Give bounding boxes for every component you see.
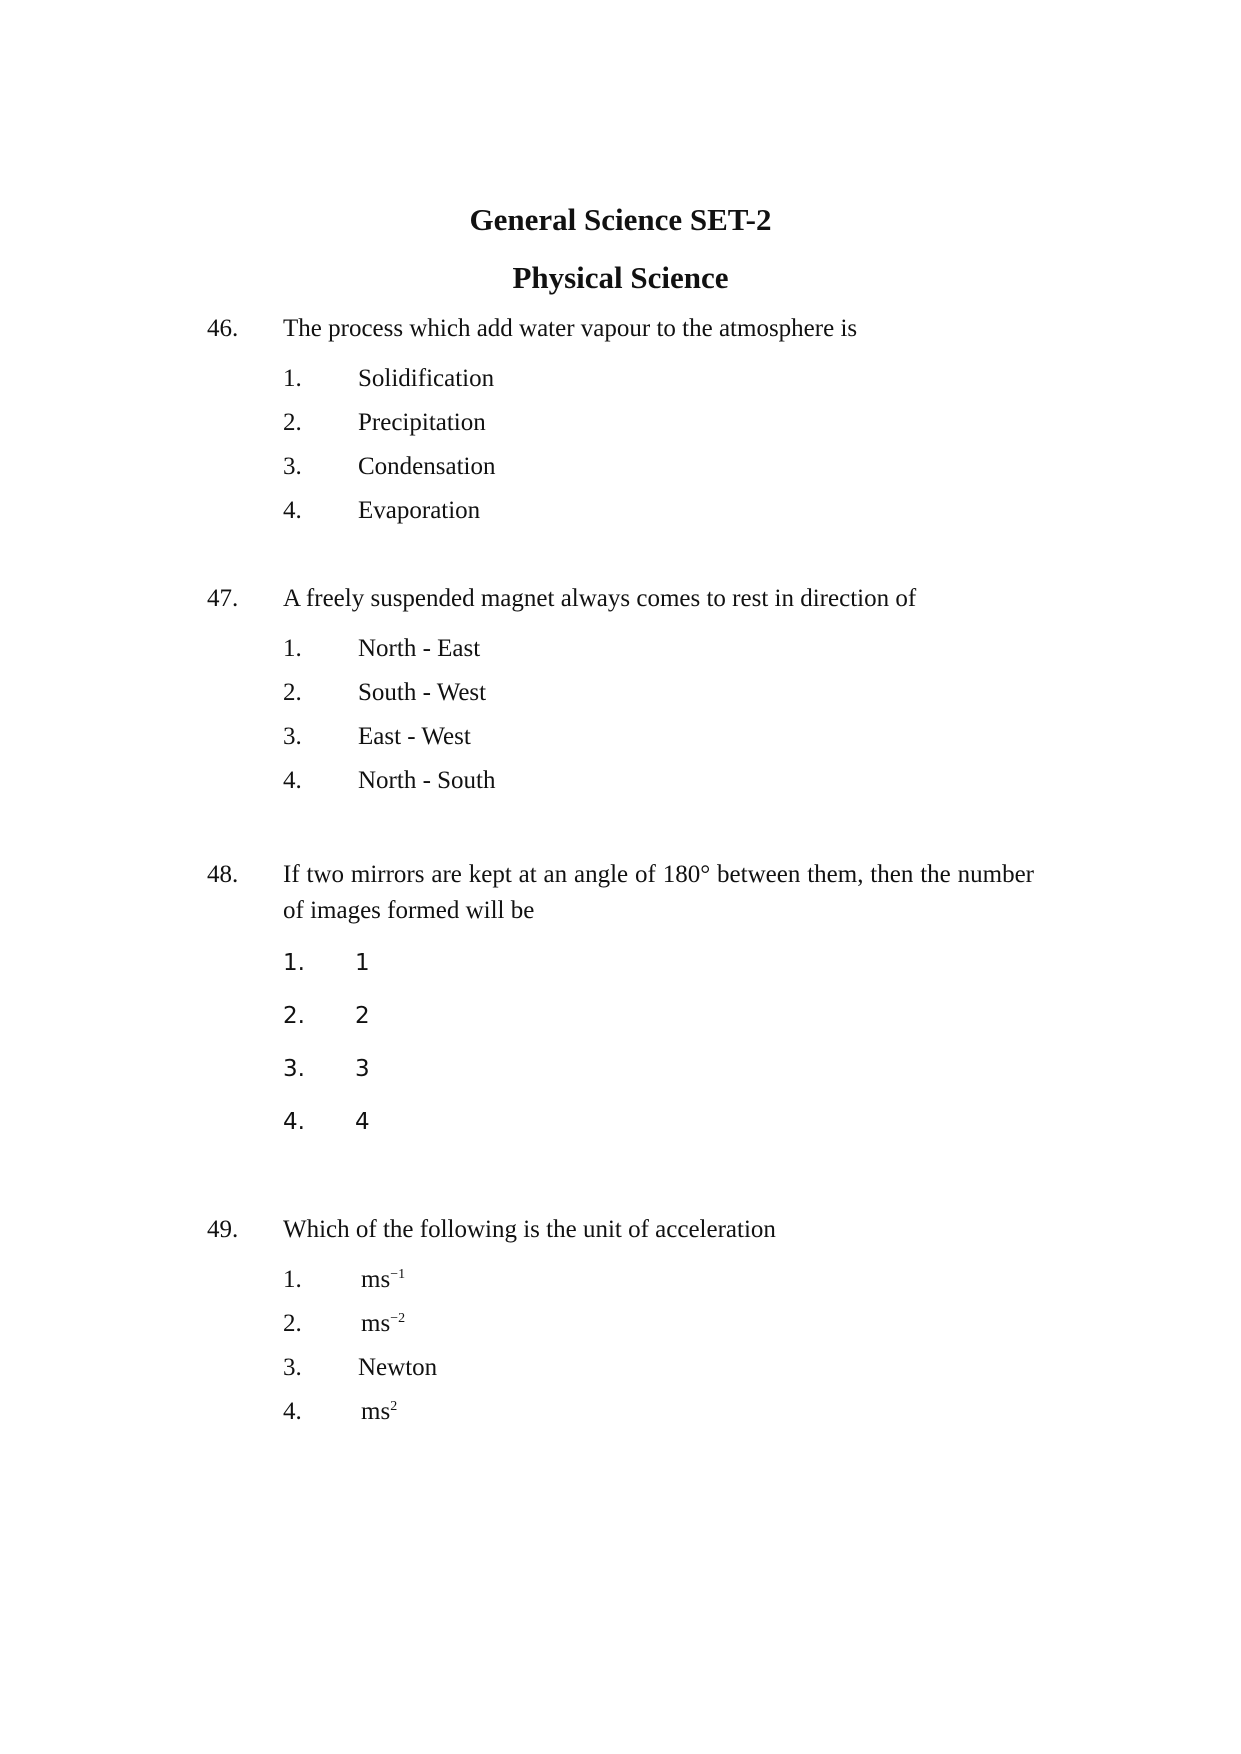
option-number: 3. xyxy=(283,1056,305,1082)
question-number: 47. xyxy=(207,585,239,612)
option xyxy=(283,357,1034,401)
question-48 xyxy=(207,857,1034,1149)
option xyxy=(283,1043,1034,1096)
option xyxy=(283,627,1034,671)
option-number: 4. xyxy=(283,1109,305,1135)
option xyxy=(283,937,1034,990)
option xyxy=(283,489,1034,533)
unit-base: ms xyxy=(361,1266,391,1293)
unit-exponent: 2 xyxy=(390,1399,398,1414)
option-text: 4 xyxy=(355,1109,370,1135)
option-number: 2. xyxy=(283,1310,302,1337)
option-unit xyxy=(361,1302,405,1346)
unit-base: ms xyxy=(361,1398,391,1425)
option-number: 4. xyxy=(283,767,302,794)
option-text: Evaporation xyxy=(358,497,481,524)
option xyxy=(283,1096,1034,1149)
option-text: 1 xyxy=(355,950,370,976)
option-number: 1. xyxy=(283,950,305,976)
option xyxy=(283,1390,1034,1434)
page-title: General Science SET-2 xyxy=(469,202,772,237)
option xyxy=(283,759,1034,803)
option xyxy=(283,1302,1034,1346)
question-text: A freely suspended magnet always comes to rest in direction of xyxy=(283,585,917,612)
option-text: Condensation xyxy=(358,453,496,480)
option-number: 4. xyxy=(283,1398,302,1425)
option-number: 3. xyxy=(283,453,302,480)
option-number: 1. xyxy=(283,635,302,662)
question-text: The process which add water vapour to the atmosphere is xyxy=(283,315,858,342)
question-number: 46. xyxy=(207,315,239,342)
question-number: 48. xyxy=(207,861,239,888)
option-text: Newton xyxy=(358,1354,438,1381)
option xyxy=(283,1346,1034,1390)
option xyxy=(283,715,1034,759)
option-number: 2. xyxy=(283,409,302,436)
unit-exponent: −1 xyxy=(390,1267,406,1282)
option-text: North - East xyxy=(358,635,481,662)
option-text: 3 xyxy=(355,1056,370,1082)
option-number: 1. xyxy=(283,365,302,392)
option-number: 4. xyxy=(283,497,302,524)
question-46 xyxy=(207,311,1034,533)
option-text: 2 xyxy=(355,1003,370,1029)
unit-exponent: −2 xyxy=(390,1311,406,1326)
option-text: North - South xyxy=(358,767,496,794)
options-list xyxy=(283,937,1034,1149)
option xyxy=(283,1258,1034,1302)
option xyxy=(283,990,1034,1043)
option xyxy=(283,445,1034,489)
option-unit xyxy=(361,1390,397,1434)
question-number: 49. xyxy=(207,1216,239,1243)
option xyxy=(283,401,1034,445)
question-49 xyxy=(207,1212,1034,1434)
options-list xyxy=(283,1258,1034,1434)
option-number: 2. xyxy=(283,679,302,706)
option-number: 3. xyxy=(283,1354,302,1381)
option-text: Precipitation xyxy=(358,409,486,436)
option-text: South - West xyxy=(358,679,487,706)
options-list xyxy=(283,357,1034,533)
option-number: 3. xyxy=(283,723,302,750)
section-title: Physical Science xyxy=(512,260,729,295)
option-number: 2. xyxy=(283,1003,305,1029)
option-number: 1. xyxy=(283,1266,302,1293)
option-text: Solidification xyxy=(358,365,495,392)
option xyxy=(283,671,1034,715)
question-text: If two mirrors are kept at an angle of 180° between them, then the number of images formed will be xyxy=(283,861,1034,924)
unit-base: ms xyxy=(361,1310,391,1337)
options-list xyxy=(283,627,1034,803)
option-unit xyxy=(361,1258,405,1302)
question-text: Which of the following is the unit of acceleration xyxy=(283,1216,776,1243)
option-text: East - West xyxy=(358,723,471,750)
question-47 xyxy=(207,581,1034,803)
